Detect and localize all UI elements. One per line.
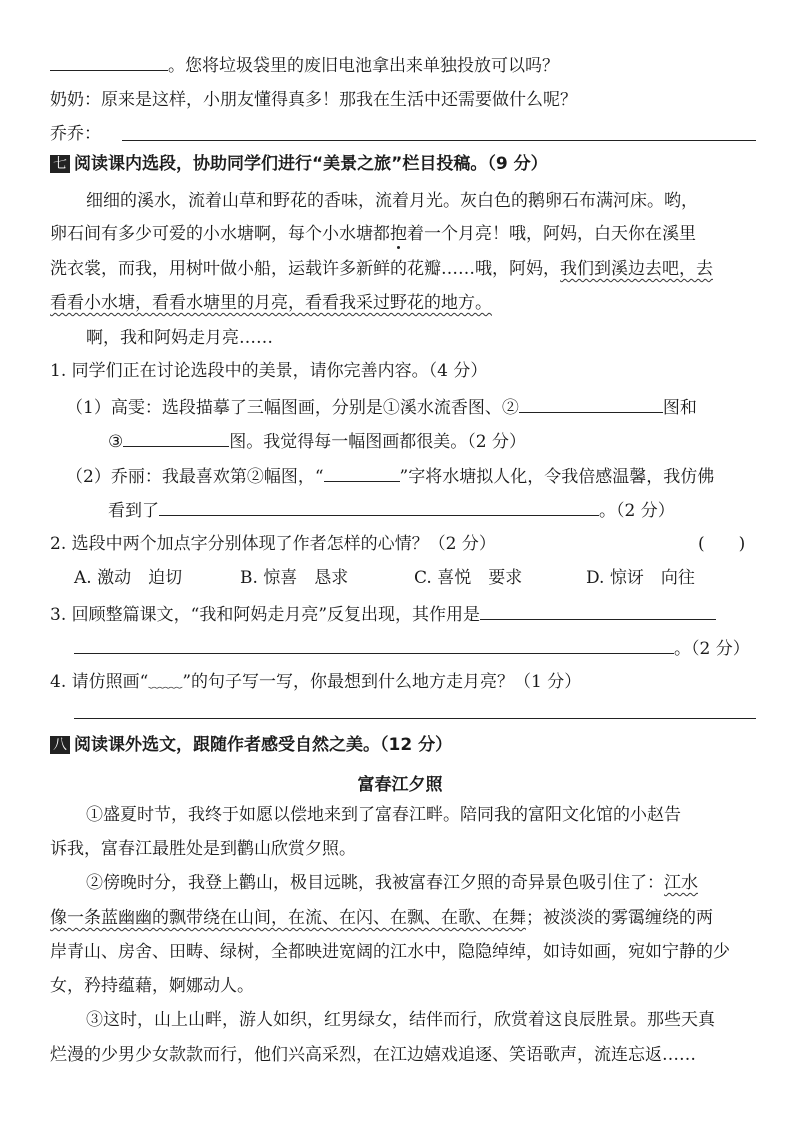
article-line: 烂漫的少男少女款款而行，他们兴高采烈，在江边嬉戏追逐、笑语歌声，流连忘返…… [50, 1045, 696, 1065]
article-line: ②傍晚时分，我登上鹳山，极目远眺，我被富春江夕照的奇异景色吸引住了：江水 [86, 873, 698, 893]
answer-blank[interactable] [480, 601, 716, 620]
article-line: 岸青山、房舍、田畴、绿树，全都映进宽阔的江水中，隐隐绰绰，如诗如画，宛如宁静的少 [50, 942, 730, 962]
article-line: ③这时，山上山畔，游人如织，红男绿女，结伴而行，欣赏着这良辰胜景。那些天真 [86, 1010, 715, 1030]
question-4: 4. 请仿照画“﹏﹏”的句子写一写，你最想到什么地方走月亮？（1 分） [50, 672, 582, 692]
passage-line: 细细的溪水，流着山草和野花的香味，流着月光。灰白色的鹅卵石布满河床。哟， [86, 191, 698, 211]
wavy-underlined-text: 看看小水塘，看看水塘里的月亮，看看我采过野花的地方。 [50, 293, 492, 313]
article-line: 像一条蓝幽幽的飘带绕在山间，在流、在闪、在飘、在歌、在舞；被淡淡的雾霭缠绕的两 [50, 908, 713, 928]
section-number-badge: 八 [50, 736, 70, 754]
section-number-badge: 七 [50, 155, 70, 173]
article-title: 富春江夕照 [357, 775, 443, 795]
question-1a-cont: ③ 图。我觉得每一幅图画都很美。（2 分） [108, 428, 756, 454]
question-1: 1. 同学们正在讨论选段中的美景，请你完善内容。（4 分） [50, 361, 488, 381]
wavy-underlined-text: 江水 [664, 873, 698, 893]
article-line: ①盛夏时节，我终于如愿以偿地来到了富春江畔。陪同我的富阳文化馆的小赵告 [86, 805, 681, 825]
question-1a: （1）高雯：选段描摹了三幅图画，分别是①溪水流香图、② 图和 [66, 394, 756, 420]
question-2-options [74, 566, 756, 590]
answer-blank[interactable] [519, 394, 663, 413]
answer-blank[interactable] [123, 428, 229, 447]
question-2: 2. 选段中两个加点字分别体现了作者怎样的心情？（2 分） [50, 534, 496, 554]
wavy-underlined-text: 像一条蓝幽幽的飘带绕在山间， [50, 908, 288, 928]
wavy-mark: ﹏﹏ [148, 672, 183, 692]
passage-line: 啊，我和阿妈走月亮…… [86, 328, 273, 348]
option-a[interactable]: A. 激动 迫切 [74, 568, 183, 588]
answer-blank[interactable] [324, 463, 400, 482]
question-3-cont: 。（2 分） [74, 635, 756, 661]
question-3: 3. 回顾整篇课文，“我和阿妈走月亮”反复出现，其作用是 [50, 601, 756, 627]
passage-line [50, 291, 756, 315]
dotted-char: 抱 [390, 224, 407, 244]
dialogue-line-2: 奶奶：原来是这样，小朋友懂得真多！那我在生活中还需要做什么呢？ [50, 90, 577, 110]
answer-line[interactable] [74, 718, 756, 719]
article-line: 女，矜持蕴藉，婀娜动人。 [50, 976, 254, 996]
wavy-underlined-text: 在流、在闪、在飘、在歌、在舞 [288, 908, 526, 928]
article-line: 诉我，富春江最胜处是到鹳山欣赏夕照。 [50, 839, 356, 859]
passage-line: 洗衣裳，而我，用树叶做小船，运载许多新鲜的花瓣……哦，阿妈，我们到溪边去吧，去 [50, 259, 713, 279]
dialogue-line-3: 乔乔： [50, 124, 101, 144]
answer-blank[interactable] [50, 52, 168, 71]
question-1b-cont: 看到了 。（2 分） [108, 497, 756, 523]
wavy-underlined-text: 我们到溪边去吧，去 [560, 259, 713, 279]
passage-line: 卵石间有多少可爱的小水塘啊，每个小水塘都抱着一个月亮！哦，阿妈，白天你在溪里 [50, 224, 696, 244]
answer-paren[interactable]: ( ) [698, 534, 746, 554]
option-c[interactable]: C. 喜悦 要求 [414, 568, 523, 588]
dialogue-line-1: 。您将垃圾袋里的废旧电池拿出来单独投放可以吗？ [50, 52, 756, 78]
section-8-heading: 八 阅读课外选文，跟随作者感受自然之美。（12 分） [50, 733, 756, 757]
option-d[interactable]: D. 惊讶 向往 [586, 568, 695, 588]
question-1b: （2）乔丽：我最喜欢第②幅图，“ ”字将水塘拟人化，令我倍感温馨，我仿佛 [66, 463, 756, 489]
answer-blank[interactable] [159, 497, 599, 516]
section-7-heading: 七 阅读课内选段，协助同学们进行“美景之旅”栏目投稿。（9 分） [50, 152, 756, 176]
answer-blank[interactable] [74, 635, 674, 654]
answer-line[interactable] [122, 140, 756, 141]
option-b[interactable]: B. 惊喜 恳求 [240, 568, 349, 588]
